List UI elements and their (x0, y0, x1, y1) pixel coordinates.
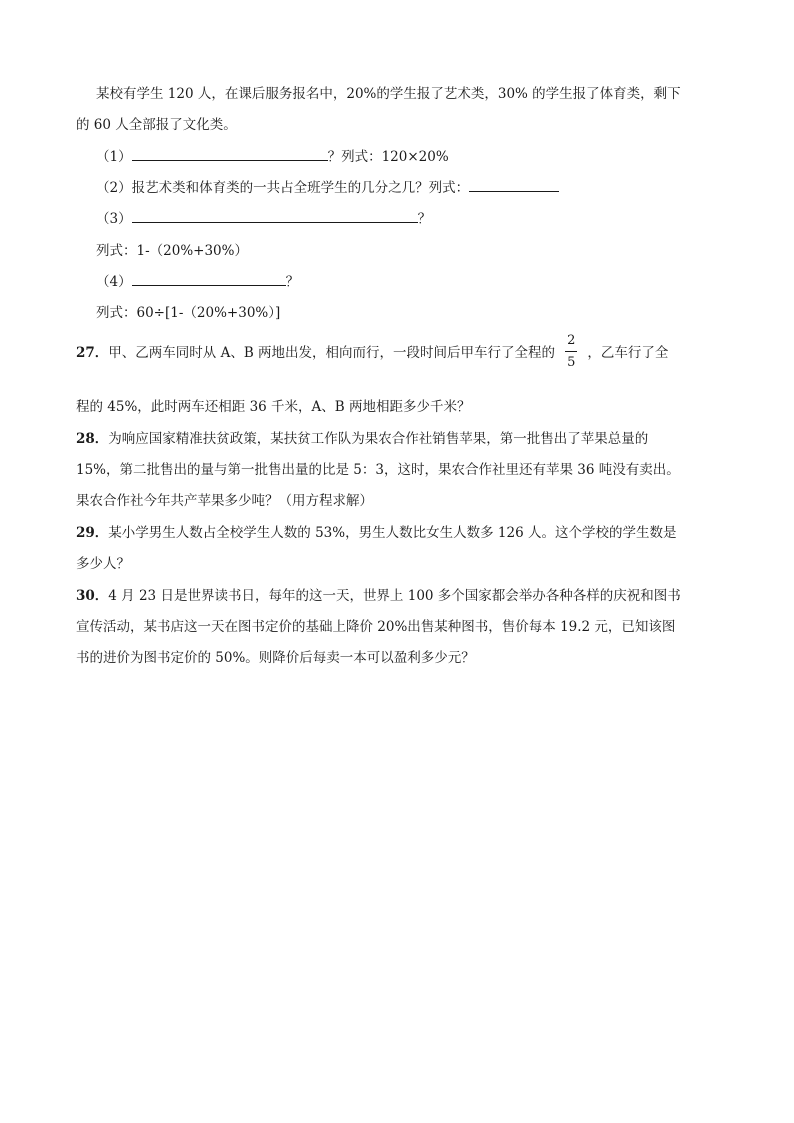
question-28-number: 28． (76, 431, 109, 447)
fraction-denominator: 5 (567, 355, 576, 370)
question-30-line-3: 书的进价为图书定价的 50%。则降价后每卖一本可以盈利多少元？ (76, 650, 475, 666)
answer-blank-3[interactable] (132, 207, 418, 223)
part-1-suffix: ？列式：120×20% (327, 149, 449, 165)
question-30-number: 30． (76, 588, 109, 604)
part-3-suffix: ？ (417, 211, 432, 227)
part-4 (96, 270, 299, 290)
question-29-line-1 (76, 521, 676, 541)
question-28-text: 为响应国家精准扶贫政策，某扶贫工作队为果农合作社销售苹果，第一批售出了苹果总量的 (108, 431, 649, 447)
answer-blank-1[interactable] (132, 145, 328, 161)
question-30-line-2: 宣传活动，某书店这一天在图书定价的基础上降价 20%出售某种图书，售价每本 19.2 元，已知该图 (76, 619, 676, 635)
question-29-line-2: 多少人？ (76, 556, 130, 572)
part-4-label: （4） (96, 274, 132, 290)
fraction-bar (565, 351, 577, 352)
question-27-number: 27． (76, 345, 109, 361)
part-4-formula: 列式：60÷[1-（20%+30%）] (96, 305, 281, 321)
part-3 (96, 207, 431, 227)
question-28-line-2: 15%，第二批售出的量与第一批售出量的比是 5：3，这时，果农合作社里还有苹果 36 吨没有卖出。 (76, 462, 680, 478)
question-27-text-a: 甲、乙两车同时从 A、B 两地出发，相向而行，一段时间后甲车行了全程的 (108, 345, 556, 361)
question-28-line-3: 果农合作社今年共产苹果多少吨？（用方程求解） (76, 493, 373, 509)
part-3-label: （3） (96, 211, 132, 227)
part-1 (96, 145, 449, 165)
question-30-line-1 (76, 584, 681, 604)
part-3-formula: 列式：1-（20%+30%） (96, 243, 248, 259)
part-1-label: （1） (96, 149, 132, 165)
question-27-text-b: ，乙车行了全 (587, 345, 669, 361)
question-27-line-2: 程的 45%，此时两车还相距 36 千米，A、B 两地相距多少千米？ (76, 399, 471, 415)
question-29-text: 某小学男生人数占全校学生人数的 53%，男生人数比女生人数多 126 人。这个学校的学生数是 (108, 525, 677, 541)
question-30-text: 4 月 23 日是世界读书日，每年的这一天，世界上 100 多个国家都会举办各种各样的庆祝和图书 (108, 588, 681, 604)
part-4-suffix: ？ (285, 274, 300, 290)
answer-blank-4[interactable] (132, 270, 286, 286)
intro-line-1: 某校有学生 120 人，在课后服务报名中，20%的学生报了艺术类，30% 的学生报了体育类，剩下 (96, 86, 681, 102)
fraction-numerator: 2 (567, 333, 576, 348)
intro-line-2: 的 60 人全部报了文化类。 (76, 117, 237, 133)
answer-blank-2[interactable] (469, 176, 559, 192)
question-28-line-1 (76, 427, 648, 447)
fraction-two-fifths (565, 334, 577, 369)
question-27-line-1 (76, 333, 669, 371)
part-2 (96, 176, 559, 196)
question-29-number: 29． (76, 525, 109, 541)
part-2-label: （2）报艺术类和体育类的一共占全班学生的几分之几？列式： (96, 180, 470, 196)
